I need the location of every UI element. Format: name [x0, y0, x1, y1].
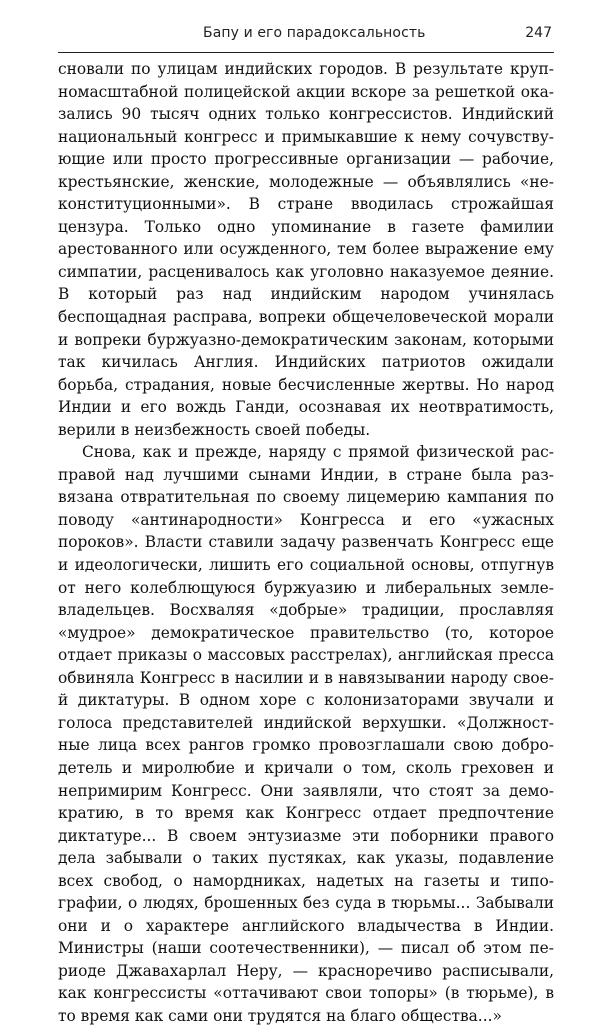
paragraph-2: Снова, как и прежде, наряду с прямой физической расправой над лучшими сынами Индии, в стране была развязана отвратительная по своему лицемерию кампания по поводу «антинародности» Конгресса и его «ужасных пороков». Власти ставили задачу развенчать Конгресс еще и идеологически, лишить его социальной основы, отпугнув от него колеблющуюся буржуазию и либеральных землевладельцев. Восхваляя «добрые» традиции, прославляя «мудрое» демократическое правительство (то, которое отдает приказы о массовых расстрелах), английская пресса обвиняла Конгресс в насилии и в навязывании народу своей диктатуры. В одном хоре с колонизаторами звучали и голоса представителей индийской верхушки. «Должностные лица всех рангов громко провозглашали свою добродетель и миролюбие и кричали о том, сколь греховен и непримирим Конгресс. Они заявляли, что стоят за демократию, в то время как Конгресс отдает предпочтение диктатуре... В своем энтузиазме эти поборники правого дела забывали о таких пустяках, как указы, подавление всех свобод, о намордниках, надетых на газеты и типографии, о людях, брошенных без суда в тюрьмы... Забывали они и о характере английского владычества в Индии. Министры (наши соотечественники), — писал об этом периоде Джавахарлал Неру, — красноречиво расписывали, как конгрессисты «оттачивают свои топоры» (в тюрьме), в то время как сами они трудятся на благо общества...»: [58, 443, 554, 1025]
running-header: [58, 22, 554, 44]
paragraph-1: сновали по улицам индийских городов. В результате крупномасштабной полицейской акции вскоре за решеткой оказались 90 тысяч одних только конгрессистов. Индийский национальный конгресс и примыкавшие к нему сочувствующие или просто прогрессивные организации — рабочие, крестьянские, женские, молодежные — объявлялись «неконституционными». В стране вводилась строжайшая цензура. Только одно упоминание в газете фамилии арестованного или осужденного, тем более выражение ему симпатии, расценивалось как уголовно наказуемое деяние. В который раз над индийским народом учинялась беспощадная расправа, вопреки общечеловеческой морали и вопреки буржуазно-демократическим законам, которыми так кичилась Англия. Индийских патриотов ожидали борьба, страдания, новые бесчисленные жертвы. Но народ Индии и его вождь Ганди, осознавая их неотвратимость, верили в неизбежность своей победы.: [58, 60, 554, 439]
page-number: 247: [525, 25, 552, 41]
running-head-title: Бапу и его парадоксальность: [203, 25, 426, 41]
header-rule: [58, 52, 554, 53]
body-text: [58, 58, 554, 1028]
book-page: [58, 22, 554, 1025]
